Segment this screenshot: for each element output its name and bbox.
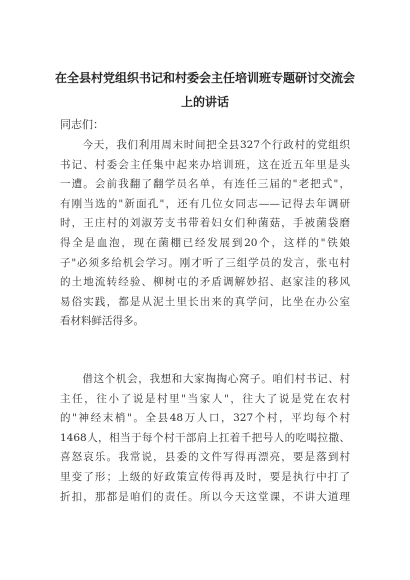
title-line-1: 在全县村党组织书记和村委会主任培训班专题研讨交流会 xyxy=(54,71,355,85)
paragraph-line: 时，王庄村的刘淑芳支书带着妇女们种菌菇，手被菌袋磨 xyxy=(60,217,350,230)
paragraph-line: 今天，我们利用周末时间把全县327个行政村的党组织 xyxy=(60,139,350,151)
document-title xyxy=(40,66,370,114)
paragraph-line: 一遭。会前我翻了翻学员名单，有连任三届的"老把式"， xyxy=(60,178,350,191)
paragraph-line: 得全是血泡，现在菌棚已经发展到20个，这样的"铁娘 xyxy=(60,236,350,249)
paragraph-line: 易俗实践，都是从泥土里长出来的真学问，比坐在办公室 xyxy=(60,295,350,308)
greeting: 同志们： xyxy=(60,118,104,131)
paragraph-2 xyxy=(60,370,350,507)
paragraph-line: 书记、村委会主任集中起来办培训班，这在近五年里是头 xyxy=(60,158,350,171)
paragraph-1 xyxy=(60,136,350,332)
paragraph-line: 看材料鲜活得多。 xyxy=(60,315,144,328)
paragraph-line: 喜怒哀乐。我常说，县委的文件写得再漂亮，要是落到村 xyxy=(60,451,350,464)
paragraph-line: 的"神经末梢"。全县48万人口，327个村，平均每个村 xyxy=(60,412,350,425)
title-line-2: 上的讲话 xyxy=(180,95,229,109)
paragraph-line: 里变了形；上级的好政策宣传得再及时，要是执行中打了 xyxy=(60,470,350,483)
paragraph-line: 子"必须多给机会学习。刚才听了三组学员的发言，张屯村 xyxy=(60,256,350,269)
paragraph-line: 主任，往小了说是村里"当家人"，往大了说是党在农村 xyxy=(60,392,350,405)
paragraph-line: 有刚当选的"新面孔"，还有几位女同志——记得去年调研 xyxy=(60,197,350,210)
paragraph-line: 1468人，相当于每个村干部肩上扛着千把号人的吃喝拉撒、 xyxy=(60,431,350,444)
paragraph-line: 借这个机会，我想和大家掏掏心窝子。咱们村书记、村 xyxy=(60,373,350,385)
paragraph-line: 的土地流转经验、柳树屯的矛盾调解妙招、赵家洼的移风 xyxy=(60,276,350,289)
paragraph-line: 折扣，那都是咱们的责任。所以今天这堂课，不讲大道理 xyxy=(60,490,350,503)
